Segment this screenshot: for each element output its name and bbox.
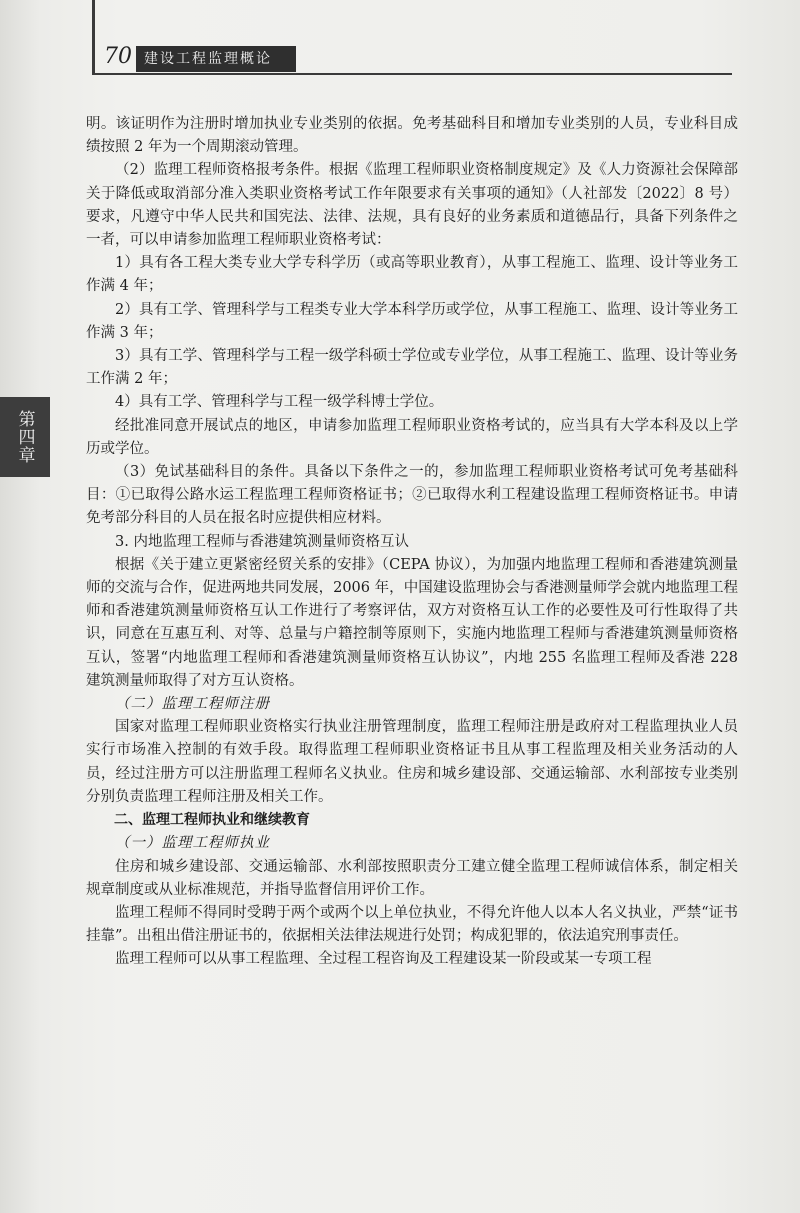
paragraph: （2）监理工程师资格报考条件。根据《监理工程师职业资格制度规定》及《人力资源社会保障部关于降低或取消部分准入类职业资格考试工作年限要求有关事项的通知》（人社部发〔2022〕8 号）要求，凡遵守中华人民共和国宪法、法律、法规，具有良好的业务素质和道德品行，具备下列条件之一者，可以申请参加监理工程师职业资格考试： — [86, 162, 738, 249]
header-vertical-rule — [92, 0, 95, 74]
paragraph: 根据《关于建立更紧密经贸关系的安排》（CEPA 协议），为加强内地监理工程师和香港建筑测量师的交流与合作，促进两地共同发展，2006 年，中国建设监理协会与香港测量师学会就内地监理工程师和香港建筑测量师资格互认工作进行了考察评估，双方对资格互认工作的必要性及可行性取得了共识，同意在互惠互利、对等、总量与户籍控制等原则下，实施内地监理工程师与香港建筑测量师资格互认，签署“内地监理工程师和香港建筑测量师资格互认协议”，内地 255 名监理工程师及香港 228 建筑测量师取得了对方互认资格。 — [86, 556, 738, 689]
subsection-heading: 3. 内地监理工程师与香港建筑测量师资格互认 — [115, 533, 409, 550]
page-number: 70 — [104, 44, 132, 69]
paragraph: 监理工程师可以从事工程监理、全过程工程咨询及工程建设某一阶段或某一专项工程 — [115, 951, 652, 968]
list-item: 4）具有工学、管理科学与工程一级学科博士学位。 — [115, 394, 444, 411]
paragraph: 经批准同意开展试点的地区，申请参加监理工程师职业资格考试的，应当具有大学本科及以上学历或学位。 — [86, 417, 738, 457]
paragraph: （3）免试基础科目的条件。具备以下条件之一的，参加监理工程师职业资格考试可免考基础科目：①已取得公路水运工程监理工程师资格证书；②已取得水利工程建设监理工程师资格证书。申请免考部分科目的人员在报名时应提供相应材料。 — [86, 464, 738, 527]
list-item: 3）具有工学、管理科学与工程一级学科硕士学位或专业学位，从事工程施工、监理、设计等业务工作满 2 年； — [86, 348, 738, 388]
header-divider — [92, 73, 732, 75]
paragraph: 国家对监理工程师职业资格实行执业注册管理制度，监理工程师注册是政府对工程监理执业人员实行市场准入控制的有效手段。取得监理工程师职业资格证书且从事工程监理及相关业务活动的人员，经过注册方可以注册监理工程师名义执业。住房和城乡建设部、交通运输部、水利部按专业类别分别负责监理工程师注册及相关工作。 — [86, 719, 738, 805]
paragraph: 监理工程师不得同时受聘于两个或两个以上单位执业，不得允许他人以本人名义执业，严禁“证书挂靠”。出租出借注册证书的，依据相关法律法规进行处罚；构成犯罪的，依法追究刑事责任。 — [86, 904, 738, 945]
chapter-tab: 第四章 — [0, 397, 50, 477]
paragraph: 住房和城乡建设部、交通运输部、水利部按照职责分工建立健全监理工程师诚信体系，制定相关规章制度或从业标准规范，并指导监督信用评价工作。 — [86, 858, 738, 898]
body-text — [86, 113, 738, 972]
section-heading: （二）监理工程师注册 — [115, 696, 270, 713]
chapter-section-heading: 二、监理工程师执业和继续教育 — [114, 812, 310, 829]
paragraph: 明。该证明作为注册时增加执业专业类别的依据。免考基础科目和增加专业类别的人员，专业科目成绩按照 2 年为一个周期滚动管理。 — [86, 116, 738, 156]
list-item: 1）具有各工程大类专业大学专科学历（或高等职业教育），从事工程施工、监理、设计等业务工作满 4 年； — [86, 255, 738, 295]
running-header-title: 建设工程监理概论 — [136, 46, 296, 72]
section-heading: （一）监理工程师执业 — [115, 835, 270, 852]
list-item: 2）具有工学、管理科学与工程类专业大学本科学历或学位，从事工程施工、监理、设计等业务工作满 3 年； — [86, 301, 738, 341]
